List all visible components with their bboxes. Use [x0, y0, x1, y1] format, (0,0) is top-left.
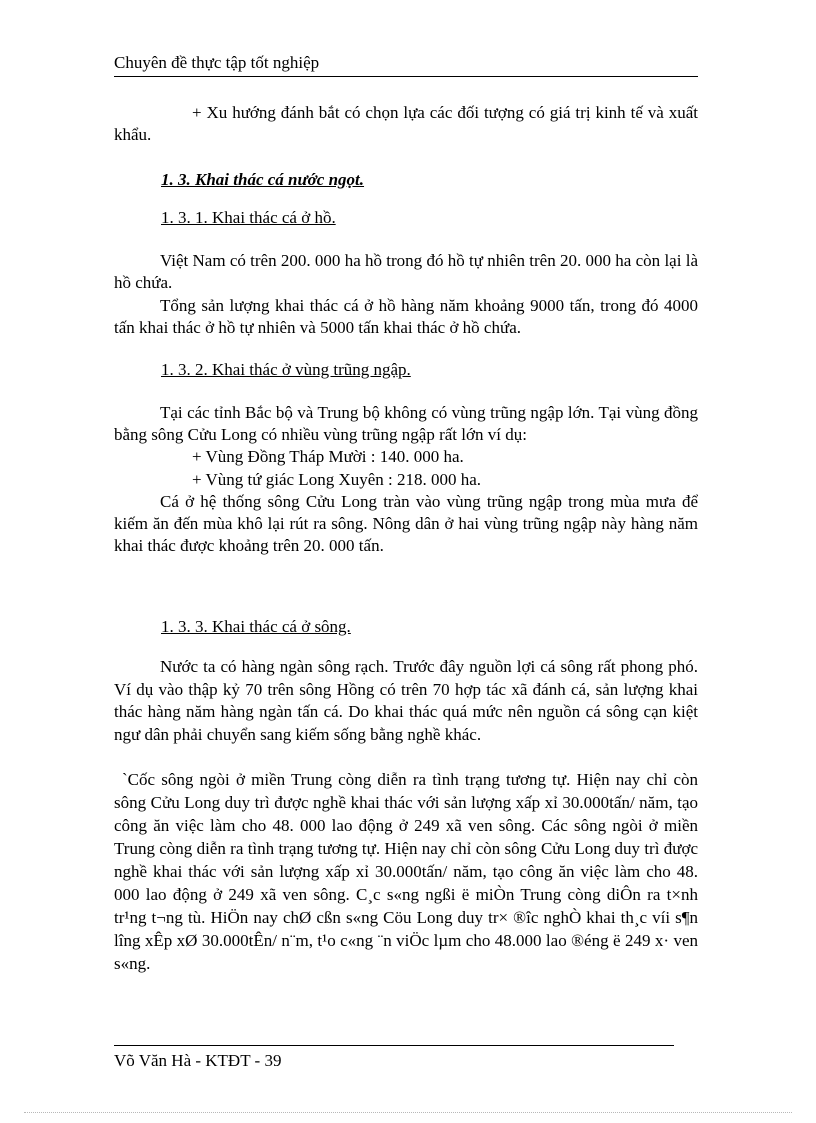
floodplain-bullet-2: + Vùng tứ giác Long Xuyên : 218. 000 ha. — [192, 470, 482, 489]
intro-bullet: + Xu hướng đánh bắt có chọn lựa các đối tượng có giá trị kinh tế và xuất khẩu. — [114, 103, 698, 144]
page-bottom-edge — [24, 1112, 792, 1113]
page-header: Chuyên đề thực tập tốt nghiệp — [114, 52, 698, 77]
page-footer: Võ Văn Hà - KTĐT - 39 — [114, 1045, 674, 1072]
section-title: 1. 3. Khai thác cá nước ngọt. — [161, 170, 365, 189]
lakes-paragraph-1: Việt Nam có trên 200. 000 ha hồ trong đó hồ tự nhiên trên 20. 000 ha còn lại là hồ chứa. — [114, 251, 698, 292]
subsection-title-floodplain: 1. 3. 2. Khai thác ở vùng trũng ngập. — [161, 360, 411, 379]
rivers-paragraph-1: Nước ta có hàng ngàn sông rạch. Trước đây nguồn lợi cá sông rất phong phó. Ví dụ vào thập kỷ 70 trên sông Hồng có trên 70 hợp tác xã đánh cá, sản lượng khai thác hàng năm hàng ngàn tấn cá. Do khai thác quá mức nên nguồn cá sông cạn kiệt ngư dân phải chuyển sang kiếm sống bằng nghề khác. — [114, 657, 698, 744]
floodplain-paragraph-1: Tại các tỉnh Bắc bộ và Trung bộ không có vùng trũng ngập lớn. Tại vùng đồng bằng sông Cửu Long có nhiều vùng trũng ngập rất lớn ví dụ: — [114, 403, 698, 444]
floodplain-bullet-1: + Vùng Đồng Tháp Mười : 140. 000 ha. — [192, 447, 464, 466]
subsection-title-lakes: 1. 3. 1. Khai thác cá ở hồ. — [161, 208, 336, 227]
lakes-paragraph-2: Tổng sản lượng khai thác cá ở hồ hàng năm khoảng 9000 tấn, trong đó 4000 tấn khai thác ở hồ tự nhiên và 5000 tấn khai thác ở hồ chứa. — [114, 296, 698, 337]
floodplain-paragraph-2: Cá ở hệ thống sông Cửu Long tràn vào vùng trũng ngập trong mùa mưa để kiếm ăn đến mùa khô lại rút ra sông. Nông dân ở hai vùng trũng ngập này hàng năm khai thác được khoảng trên 20. 000 tấn. — [114, 492, 698, 555]
rivers-paragraph-2: `Cốc sông ngòi ở miền Trung còng diễn ra tình trạng tương tự. Hiện nay chỉ còn sông Cửu Long duy trì được nghề khai thác với sản lượng xấp xỉ 30.000tấn/ năm, tạo công ăn việc làm cho 48. 000 lao động ở 249 xã ven sông. Các sông ngòi ở miền Trung còng diễn ra tình trạng tương tự. Hiện nay chỉ còn sông Cửu Long duy trì được nghề khai thác với sản lượng xấp xỉ 30.000tấn/ năm, tạo công ăn việc làm cho 48. 000 lao động ở 249 xã ven sông. C¸c s«ng ngßi ë miÒn Trung còng diÔn ra t×nh tr¹ng t¬ng tù. HiÖn nay chØ cßn s«ng Cöu Long duy tr× ®îc nghÒ khai th¸c víi s¶n lîng xÊp xØ 30.000tÊn/ n¨m, t¹o c«ng ¨n viÖc lµm cho 48.000 lao ®éng ë 249 x· ven s«ng. — [114, 770, 698, 973]
subsection-title-rivers: 1. 3. 3. Khai thác cá ở sông. — [161, 617, 351, 636]
